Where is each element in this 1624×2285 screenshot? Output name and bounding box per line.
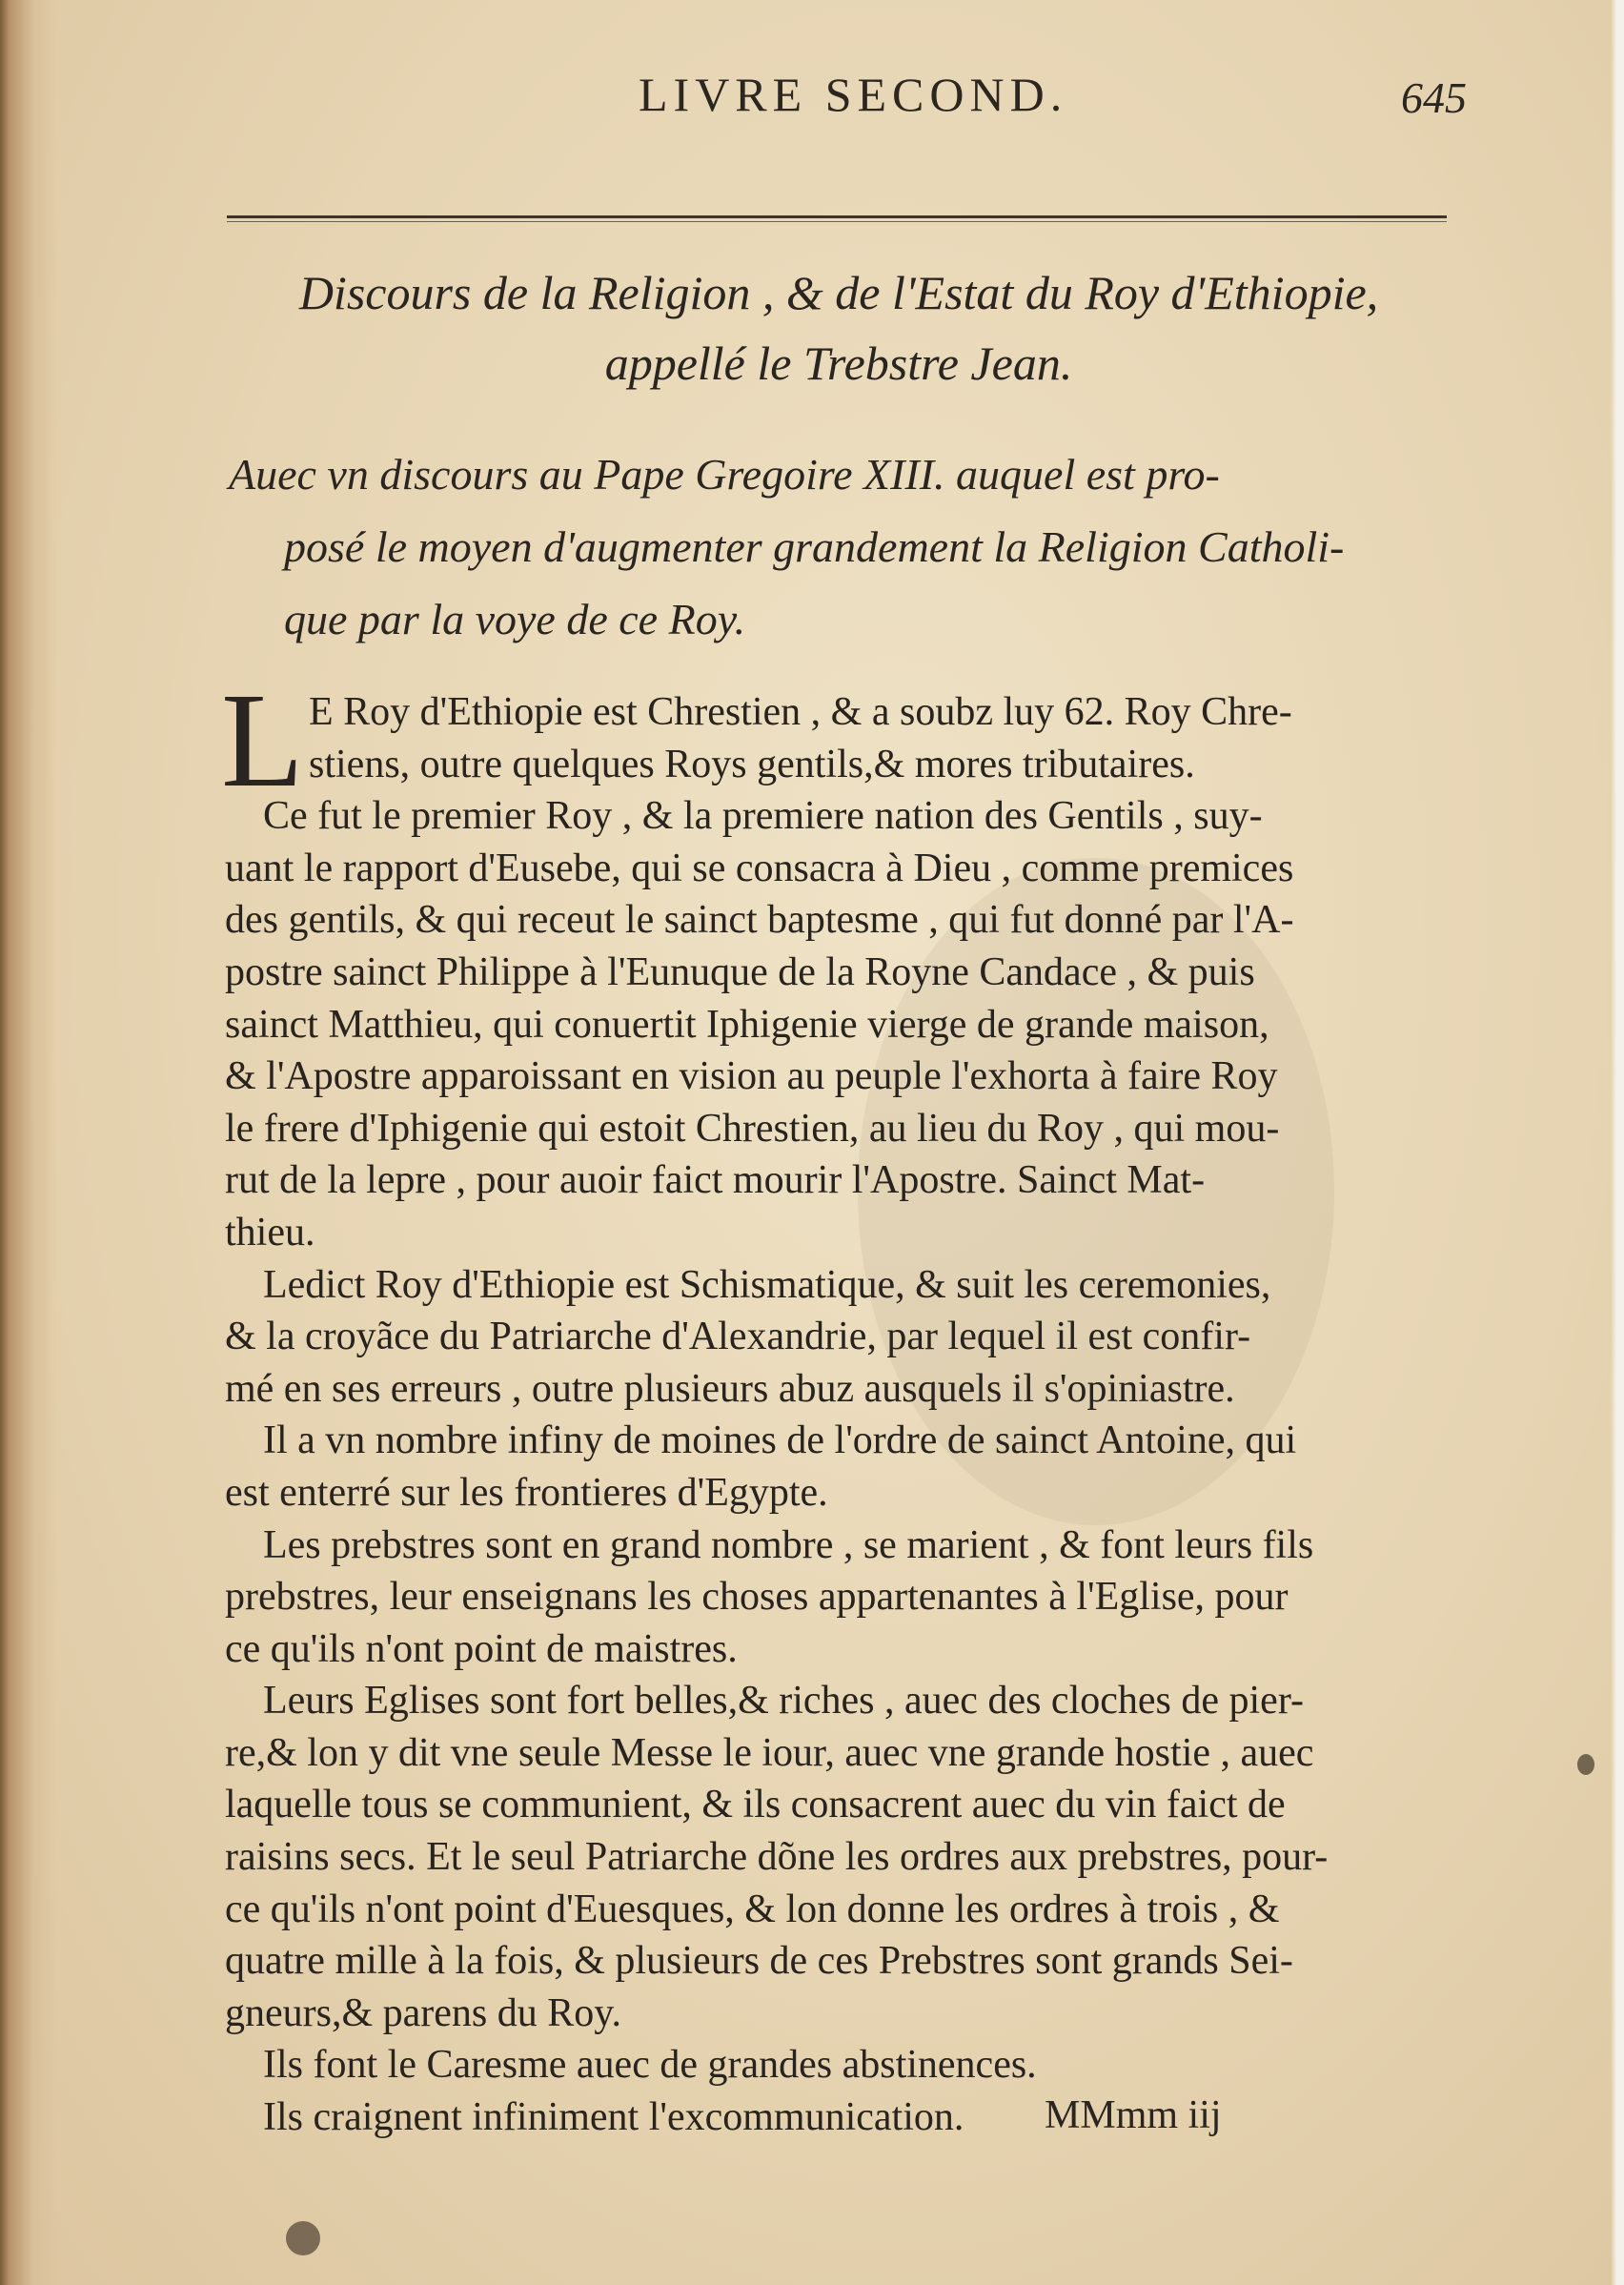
text-line: Les prebstres sont en grand nombre , se marient , & font leurs fils [263,1522,1314,1567]
text-line: rut de la lepre , pour auoir faict mourir l'Apostre. Sainct Mat- [225,1158,1206,1203]
text-line: uant le rapport d'Eusebe, qui se consacra à Dieu , comme premices [225,846,1294,890]
text-line: sainct Matthieu, qui conuertit Iphigenie vierge de grande maison, [225,1002,1269,1047]
text-line: Ils font le Caresme auec de grandes abstinences. [263,2043,1037,2088]
text-line: quatre mille à la fois, & plusieurs de ces Prebstres sont grands Sei- [225,1939,1293,1984]
header-rule-thin [227,221,1447,222]
text-line: ce qu'ils n'ont point de maistres. [225,1626,738,1671]
text-line: Ce fut le premier Roy , & la premiere nation des Gentils , suy- [263,794,1263,839]
text-line: re,& lon y dit vne seule Messe le iour, auec vne grande hostie , auec [225,1730,1314,1775]
text-line: Ledict Roy d'Ethiopie est Schismatique, & suit les ceremonies, [263,1262,1271,1307]
text-line: E Roy d'Ethiopie est Chrestien , & a soubz luy 62. Roy Chre- [309,690,1292,734]
chapter-title-line: Discours de la Religion , & de l'Estat du Roy d'Ethiopie, [298,266,1379,319]
text-line: laquelle tous se communient, & ils consacrent auec du vin faict de [225,1783,1286,1827]
text-line: & la croyãce du Patriarche d'Alexandrie, par lequel il est confir- [225,1315,1251,1359]
text-line: est enterré sur les frontieres d'Egypte. [225,1470,828,1515]
running-head-title: LIVRE SECOND. [639,68,1068,121]
text-line: des gentils, & qui receut le sainct baptesme , qui fut donné par l'A- [225,898,1294,943]
subtitle-line: que par la voye de ce Roy. [284,595,746,643]
binding-shadow [0,0,57,2285]
text-line: ce qu'ils n'ont point d'Euesques, & lon donne les ordres à trois , & [225,1887,1280,1931]
header-rule [227,215,1447,218]
subtitle-line: posé le moyen d'augmenter grandement la Religion Catholi- [284,522,1345,571]
body-text [225,686,1464,2144]
text-line: le frere d'Iphigenie qui estoit Chrestien, au lieu du Roy , qui mou- [225,1106,1280,1151]
ink-spot [286,2221,320,2255]
text-line: Ils craignent infiniment l'excommunication. [263,2095,964,2140]
drop-cap: L [221,664,304,815]
running-head [0,67,1624,133]
ink-spot [1577,1754,1594,1775]
text-line: postre sainct Philippe à l'Eunuque de la Royne Candace , & puis [225,949,1255,994]
text-line: stiens, outre quelques Roys gentils,& mores tributaires. [309,742,1195,786]
text-line: gneurs,& parens du Roy. [225,1990,622,2035]
page-number: 645 [1401,73,1467,122]
chapter-title-line: appellé le Trebstre Jean. [604,337,1073,390]
text-line: mé en ses erreurs , outre plusieurs abuz ausquels il s'opiniastre. [225,1366,1235,1411]
text-line: & l'Apostre apparoissant en vision au peuple l'exhorta à faire Roy [225,1054,1278,1099]
chapter-title [229,257,1449,398]
text-line: prebstres, leur enseignans les choses appartenantes à l'Eglise, pour [225,1575,1289,1620]
text-line: raisins secs. Et le seul Patriarche dõne les ordres aux prebstres, pour- [225,1835,1329,1880]
signature-mark: MMmm iij [1045,2093,1222,2137]
text-line: Leurs Eglises sont fort belles,& riches , auec des cloches de pier- [263,1679,1304,1724]
chapter-subtitle [229,439,1496,656]
subtitle-line: Auec vn discours au Pape Gregoire XIII. auquel est pro- [229,450,1220,499]
text-line: thieu. [225,1210,315,1255]
page-edge [1611,0,1624,2285]
text-line: Il a vn nombre infiny de moines de l'ordre de sainct Antoine, qui [263,1418,1297,1463]
